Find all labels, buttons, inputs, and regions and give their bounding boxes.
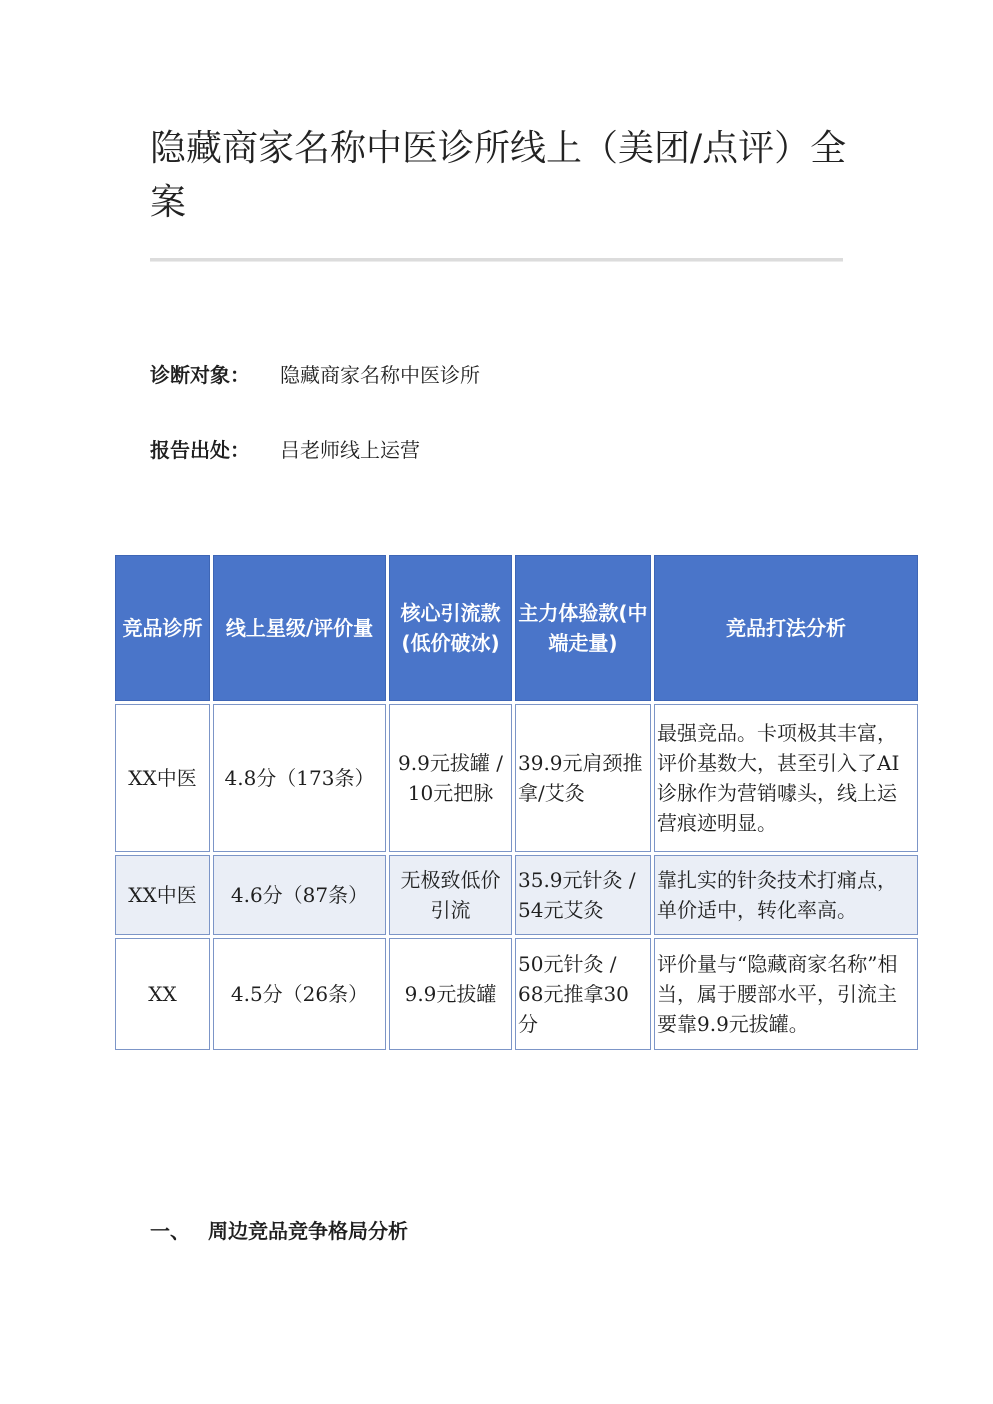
cell-traffic-item: 9.9元拔罐 [389, 938, 512, 1050]
cell-main-item: 39.9元肩颈推拿/艾灸 [515, 704, 651, 852]
cell-analysis: 靠扎实的针灸技术打痛点，单价适中，转化率高。 [654, 855, 918, 935]
section-number: 一、 [150, 1219, 190, 1243]
header-competitor: 竞品诊所 [115, 555, 210, 701]
cell-rating: 4.6分（87条） [213, 855, 386, 935]
table-row [115, 855, 918, 935]
report-source-value: 吕老师线上运营 [280, 438, 420, 462]
cell-competitor: XX [115, 938, 210, 1050]
diagnosis-target-value: 隐藏商家名称中医诊所 [280, 363, 480, 387]
cell-analysis: 评价量与“隐藏商家名称”相当，属于腰部水平，引流主要靠9.9元拔罐。 [654, 938, 918, 1050]
header-main-item: 主力体验款(中端走量) [515, 555, 651, 701]
header-traffic-item: 核心引流款(低价破冰) [389, 555, 512, 701]
cell-analysis: 最强竞品。卡项极其丰富，评价基数大，甚至引入了AI诊脉作为营销噱头，线上运营痕迹明显。 [654, 704, 918, 852]
diagnosis-target-label: 诊断对象： [150, 363, 250, 387]
report-source-label: 报告出处： [150, 438, 250, 462]
header-rating: 线上星级/评价量 [213, 555, 386, 701]
header-analysis: 竞品打法分析 [654, 555, 918, 701]
title-divider [150, 258, 843, 262]
table-row [115, 704, 918, 852]
page-title: 隐藏商家名称中医诊所线上（美团/点评）全案 [150, 128, 847, 223]
section-heading [150, 1215, 408, 1244]
cell-rating: 4.8分（173条） [213, 704, 386, 852]
competitor-table [112, 552, 921, 1053]
section-title: 周边竞品竞争格局分析 [208, 1219, 408, 1243]
cell-main-item: 35.9元针灸 / 54元艾灸 [515, 855, 651, 935]
report-source-row [150, 435, 420, 465]
cell-traffic-item: 无极致低价引流 [389, 855, 512, 935]
diagnosis-target-row [150, 360, 480, 390]
table-row [115, 938, 918, 1050]
cell-rating: 4.5分（26条） [213, 938, 386, 1050]
table-header-row [115, 555, 918, 701]
cell-competitor: XX中医 [115, 704, 210, 852]
cell-main-item: 50元针灸 / 68元推拿30分 [515, 938, 651, 1050]
cell-traffic-item: 9.9元拔罐 / 10元把脉 [389, 704, 512, 852]
cell-competitor: XX中医 [115, 855, 210, 935]
